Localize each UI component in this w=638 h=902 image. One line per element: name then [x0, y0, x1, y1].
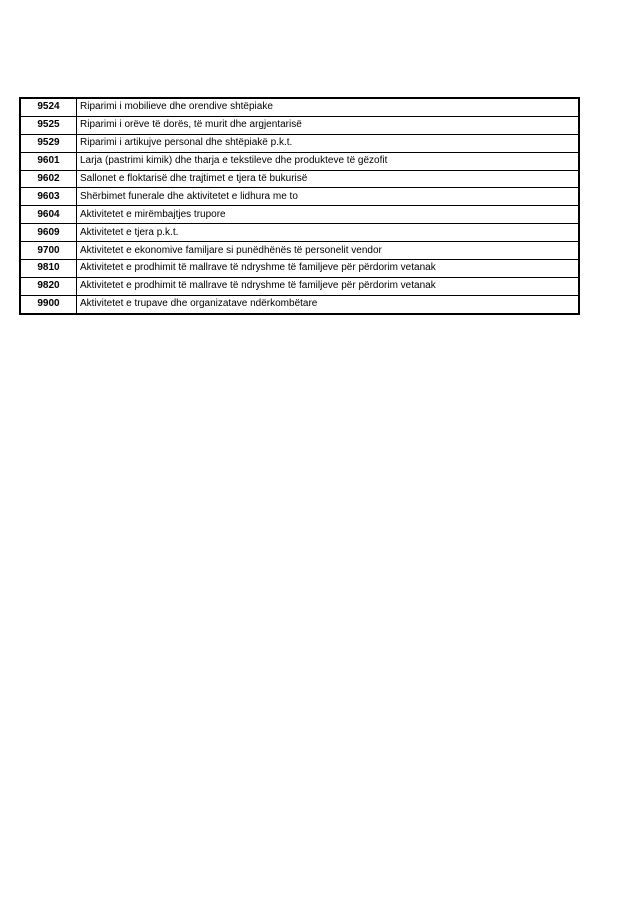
activity-description: Aktivitetet e mirëmbajtjes trupore	[77, 206, 580, 224]
activity-code: 9609	[20, 224, 77, 242]
activity-description: Riparimi i mobilieve dhe orendive shtëpiake	[77, 98, 580, 116]
activity-code: 9525	[20, 116, 77, 134]
activity-description: Aktivitetet e tjera p.k.t.	[77, 224, 580, 242]
table-row	[20, 206, 579, 224]
table-row	[20, 224, 579, 242]
activity-code: 9604	[20, 206, 77, 224]
activity-code-table-body	[20, 98, 579, 314]
activity-description: Shërbimet funerale dhe aktivitetet e lidhura me to	[77, 188, 580, 206]
activity-description: Riparimi i artikujve personal dhe shtëpiakë p.k.t.	[77, 134, 580, 152]
table-row	[20, 134, 579, 152]
activity-code: 9529	[20, 134, 77, 152]
activity-description: Aktivitetet e trupave dhe organizatave ndërkombëtare	[77, 295, 580, 313]
table-row	[20, 295, 579, 313]
activity-description: Larja (pastrimi kimik) dhe tharja e tekstileve dhe produkteve të gëzofit	[77, 152, 580, 170]
table-row	[20, 277, 579, 295]
activity-description: Aktivitetet e prodhimit të mallrave të ndryshme të familjeve për përdorim vetanak	[77, 277, 580, 295]
activity-code: 9602	[20, 170, 77, 188]
activity-code: 9700	[20, 242, 77, 260]
activity-code: 9820	[20, 277, 77, 295]
activity-description: Sallonet e floktarisë dhe trajtimet e tjera të bukurisë	[77, 170, 580, 188]
activity-code: 9601	[20, 152, 77, 170]
table-row	[20, 116, 579, 134]
activity-code-table	[19, 97, 580, 315]
table-row	[20, 242, 579, 260]
table-row	[20, 188, 579, 206]
activity-code: 9524	[20, 98, 77, 116]
table-row	[20, 98, 579, 116]
activity-description: Riparimi i orëve të dorës, të murit dhe argjentarisë	[77, 116, 580, 134]
activity-code: 9603	[20, 188, 77, 206]
table-row	[20, 170, 579, 188]
activity-description: Aktivitetet e ekonomive familjare si punëdhënës të personelit vendor	[77, 242, 580, 260]
activity-description: Aktivitetet e prodhimit të mallrave të ndryshme të familjeve për përdorim vetanak	[77, 260, 580, 278]
table-row	[20, 152, 579, 170]
table-row	[20, 260, 579, 278]
activity-code: 9810	[20, 260, 77, 278]
activity-code: 9900	[20, 295, 77, 313]
